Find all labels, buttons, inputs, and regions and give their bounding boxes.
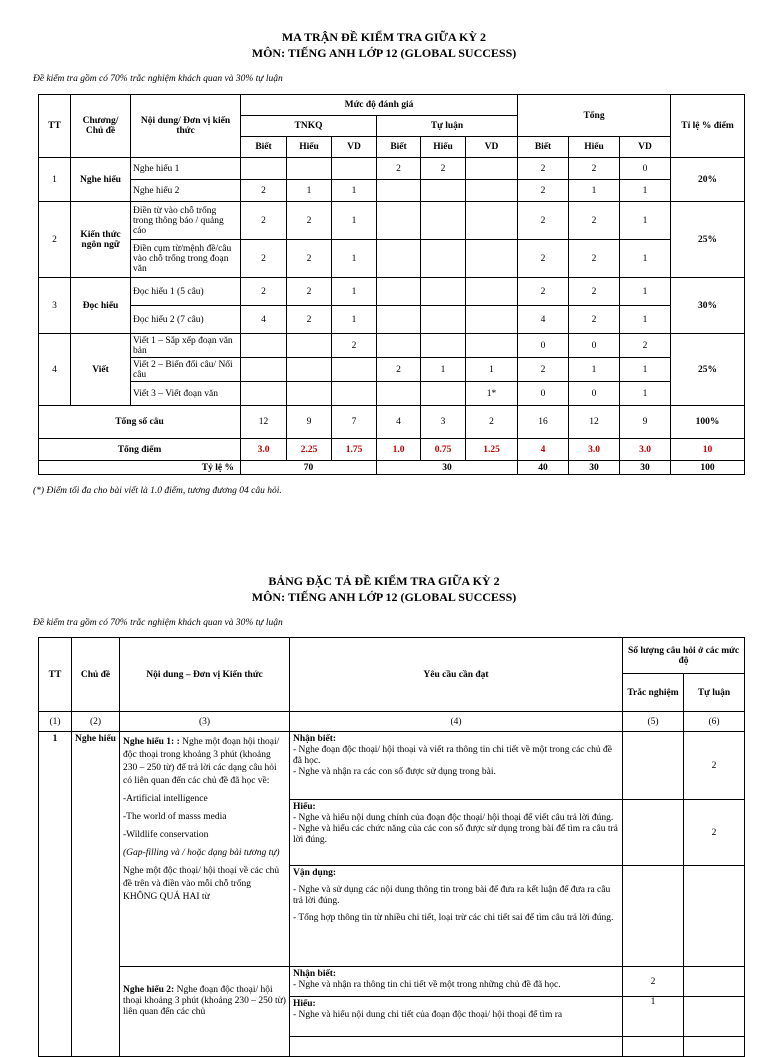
count-cell: 1 [620, 202, 671, 240]
count-cell: 0 [569, 334, 620, 358]
count-cell [287, 382, 332, 406]
unit-name: Đọc hiểu 1 (5 câu) [131, 278, 241, 306]
count-cell [466, 240, 518, 278]
matrix-title: MA TRẬN ĐỀ KIỂM TRA GIỮA KỲ 2 [281, 30, 487, 44]
matrix-row [39, 306, 745, 334]
hdr-vd: VD [466, 137, 518, 158]
count-cell: 2 [287, 240, 332, 278]
count-cell: 2 [569, 158, 620, 180]
count-cell: 2 [518, 180, 569, 202]
count-cell: 1 [620, 306, 671, 334]
count-cell: 2 [241, 180, 287, 202]
hdr-biet: Biết [377, 137, 421, 158]
matrix-row [39, 358, 745, 382]
count-cell: 1 [620, 278, 671, 306]
count-cell: 1 [569, 180, 620, 202]
count-cell: 2 [569, 240, 620, 278]
hdr-chuong: Chương/ Chủ đề [71, 95, 131, 158]
matrix-subtitle: MÔN: TIẾNG ANH LỚP 12 (GLOBAL SUCCESS) [251, 46, 517, 60]
group-topic: Nghe hiểu [71, 158, 131, 202]
unit-name: Nghe hiểu 1 [131, 158, 241, 180]
count-cell: 1 [620, 180, 671, 202]
matrix-note: Đề kiểm tra gồm có 70% trắc nghiệm khách quan và 30% tự luận [33, 74, 283, 84]
count-cell: 1 [620, 358, 671, 382]
spec-subtitle: MÔN: TIẾNG ANH LỚP 12 (GLOBAL SUCCESS) [251, 590, 517, 604]
hdr-mucdo: Mức độ đánh giá [241, 95, 518, 116]
count-cell: 1* [466, 382, 518, 406]
group-rate: 30% [671, 278, 745, 334]
count-cell: 2 [421, 158, 466, 180]
count-cell [466, 180, 518, 202]
matrix-row [39, 382, 745, 406]
count-cell: 1 [332, 278, 377, 306]
count-cell: 2 [518, 358, 569, 382]
count-cell [241, 382, 287, 406]
spec-hdr-soluong: Số lượng câu hỏi ở các mức độ [623, 638, 745, 674]
count-cell: 2 [287, 278, 332, 306]
count-cell: 2 [569, 306, 620, 334]
unit-name: Đọc hiểu 2 (7 câu) [131, 306, 241, 334]
hdr-tt: TT [39, 95, 71, 158]
count-cell [241, 358, 287, 382]
count-cell [466, 306, 518, 334]
matrix-row [39, 158, 745, 180]
count-cell: 2 [241, 202, 287, 240]
total-points-row: Tổng điểm 3.0 2.25 1.75 1.0 0.75 1.25 4 3.0 3.0 10 [39, 439, 745, 461]
unit-name: Điền từ vào chỗ trống trong thông báo / quảng cáo [131, 202, 241, 240]
count-cell: 1 [569, 358, 620, 382]
total-questions-row: Tổng số câu 12 9 7 4 3 2 16 12 9 100% [39, 406, 745, 439]
count-cell: 1 [287, 180, 332, 202]
matrix-footnote: (*) Điểm tối đa cho bài viết là 1.0 điểm, tương đương 04 câu hỏi. [33, 486, 282, 496]
hdr-tile: Tỉ lệ % điểm [671, 95, 745, 158]
unit-name: Điền cụm từ/mệnh đề/câu vào chỗ trống trong đoạn văn [131, 240, 241, 278]
hdr-vd: VD [620, 137, 671, 158]
spec-table [38, 637, 745, 1057]
spec-hdr-tuluan: Tự luận [684, 674, 745, 712]
group-number: 2 [39, 202, 71, 278]
hdr-tuluan: Tự luận [377, 116, 518, 137]
req-hieu-1: Hiểu: - Nghe và hiểu nội dung chính của đoạn độc thoại/ hội thoại để viết câu trả lời đúng. - Nghe và hiểu các chức năng của các con số được sử dụng trong bài để tìm ra câu trả lời đúng. [290, 800, 623, 866]
unit-name: Nghe hiểu 2 [131, 180, 241, 202]
count-cell: 2 [620, 334, 671, 358]
count-cell [377, 240, 421, 278]
spec-note: Đề kiểm tra gồm có 70% trắc nghiệm khách quan và 30% tự luận [33, 618, 283, 628]
count-cell: 2 [287, 202, 332, 240]
col-num: (5) [623, 712, 684, 732]
spec-title: BẢNG ĐẶC TẢ ĐỀ KIỂM TRA GIỮA KỲ 2 [268, 574, 500, 588]
hdr-tong: Tổng [518, 95, 671, 137]
group-topic: Kiến thức ngôn ngữ [71, 202, 131, 278]
hdr-tnkq: TNKQ [241, 116, 377, 137]
count-cell [287, 158, 332, 180]
matrix-row [39, 180, 745, 202]
spec-hdr-chude: Chủ đề [72, 638, 120, 712]
count-cell: 2 [518, 202, 569, 240]
group-topic: Đọc hiểu [71, 278, 131, 334]
matrix-table [38, 94, 745, 475]
spec-hdr-tracnghiem: Trắc nghiệm [623, 674, 684, 712]
count-cell [421, 180, 466, 202]
count-cell [421, 334, 466, 358]
count-cell: 2 [569, 202, 620, 240]
matrix-row [39, 202, 745, 240]
count-cell [241, 334, 287, 358]
count-cell: 2 [287, 306, 332, 334]
hdr-hieu: Hiểu [569, 137, 620, 158]
count-cell [377, 278, 421, 306]
count-cell: 1 [421, 358, 466, 382]
count-cell [421, 240, 466, 278]
count-cell: 1 [466, 358, 518, 382]
count-cell [241, 158, 287, 180]
count-cell: 2 [518, 240, 569, 278]
col-num: (2) [72, 712, 120, 732]
col-num: (6) [684, 712, 745, 732]
count-cell: 0 [518, 382, 569, 406]
group-number: 1 [39, 158, 71, 202]
count-cell: 2 [241, 278, 287, 306]
req-hieu-2: Hiểu: - Nghe và hiểu nội dung chi tiết của đoạn độc thoại/ hội thoại để tìm ra [290, 997, 623, 1037]
count-cell: 1 [332, 180, 377, 202]
count-cell: 4 [241, 306, 287, 334]
count-cell: 1 [332, 202, 377, 240]
count-cell: 4 [518, 306, 569, 334]
count-cell [421, 306, 466, 334]
count-cell [377, 202, 421, 240]
hdr-noidung: Nội dung/ Đơn vị kiến thức [131, 95, 241, 158]
count-cell [332, 382, 377, 406]
ratio-row: Tỷ lệ % 70 30 40 30 30 100 [39, 461, 745, 475]
count-cell: 0 [620, 158, 671, 180]
count-cell: 2 [377, 158, 421, 180]
hdr-hieu: Hiểu [421, 137, 466, 158]
matrix-row [39, 240, 745, 278]
hdr-hieu: Hiểu [287, 137, 332, 158]
count-cell [377, 382, 421, 406]
group-rate: 20% [671, 158, 745, 202]
hdr-biet: Biết [518, 137, 569, 158]
count-cell: 2 [518, 158, 569, 180]
count-cell [421, 278, 466, 306]
unit-name: Viết 1 – Sắp xếp đoạn văn bản [131, 334, 241, 358]
count-cell: 1 [332, 306, 377, 334]
spec-tt-1: 1 [39, 732, 72, 1057]
count-cell: 1 [620, 382, 671, 406]
spec-topic-1: Nghe hiểu [72, 732, 120, 1057]
group-number: 4 [39, 334, 71, 406]
col-num: (3) [120, 712, 290, 732]
unit-name: Viết 3 – Viết đoạn văn [131, 382, 241, 406]
tracnghiem-count: 2 [623, 967, 684, 997]
col-num: (4) [290, 712, 623, 732]
spec-content-2: Nghe hiểu 2: Nghe đoạn độc thoại/ hội thoại khoảng 3 phút (khoảng 230 – 250 từ) liên quan đến các chủ [120, 967, 290, 1057]
req-nhanbiet-2: Nhận biết: - Nghe và nhận ra thông tin chi tiết về một trong những chủ đề đã học. [290, 967, 623, 997]
count-cell: 2 [377, 358, 421, 382]
count-cell: 1 [332, 240, 377, 278]
count-cell [287, 358, 332, 382]
unit-name: Viết 2 – Biến đổi câu/ Nối câu [131, 358, 241, 382]
count-cell: 1 [620, 240, 671, 278]
count-cell [466, 158, 518, 180]
count-cell [466, 202, 518, 240]
group-rate: 25% [671, 202, 745, 278]
spec-hdr-tt: TT [39, 638, 72, 712]
spec-hdr-noidung: Nội dung – Đơn vị Kiến thức [120, 638, 290, 712]
count-cell [421, 202, 466, 240]
count-cell: 2 [569, 278, 620, 306]
count-cell: 2 [518, 278, 569, 306]
group-number: 3 [39, 278, 71, 334]
count-cell [466, 278, 518, 306]
group-rate: 25% [671, 334, 745, 406]
spec-hdr-yeucau: Yêu cầu cần đạt [290, 638, 623, 712]
col-num: (1) [39, 712, 72, 732]
tuluan-count: 2 [684, 800, 745, 866]
count-cell [421, 382, 466, 406]
count-cell [377, 180, 421, 202]
count-cell: 0 [569, 382, 620, 406]
matrix-row [39, 334, 745, 358]
tracnghiem-count: 1 [623, 997, 684, 1037]
count-cell: 2 [241, 240, 287, 278]
count-cell [332, 158, 377, 180]
hdr-biet: Biết [241, 137, 287, 158]
hdr-vd: VD [332, 137, 377, 158]
count-cell: 2 [332, 334, 377, 358]
count-cell [287, 334, 332, 358]
group-topic: Viết [71, 334, 131, 406]
req-vandung-1: Vận dụng: - Nghe và sử dụng các nội dung thông tin trong bài để đưa ra kết luận để đưa ra câu trả lời đúng. - Tổng hợp thông tin từ nhiều chi tiết, loại trừ các chi tiết sai để tìm câu trả lời đúng. [290, 866, 623, 967]
req-nhanbiet-1: Nhận biết: - Nghe đoạn độc thoại/ hội thoại và viết ra thông tin chi tiết về một trong các chủ đề đã học. - Nghe và nhận ra các con số được sử dụng trong bài. [290, 732, 623, 800]
count-cell [466, 334, 518, 358]
spec-content-1: Nghe hiểu 1: : Nghe một đoạn hội thoại/ độc thoại trong khoảng 3 phút (khoảng 230 – 250 từ) để trả lời các dạng câu hỏi có liên quan đến các chủ đề đã học về: -Artificial intelligence -The world of masss media -Wildlife conservation (Gap-filling và / hoặc dạng bài tương tự) Nghe một độc thoại/ hội thoại về các chủ đề trên và điền vào mỗi chỗ trống KHÔNG QUÁ HAI từ [120, 732, 290, 967]
tuluan-count: 2 [684, 732, 745, 800]
count-cell [377, 334, 421, 358]
count-cell [332, 358, 377, 382]
count-cell: 0 [518, 334, 569, 358]
count-cell [377, 306, 421, 334]
matrix-row [39, 278, 745, 306]
